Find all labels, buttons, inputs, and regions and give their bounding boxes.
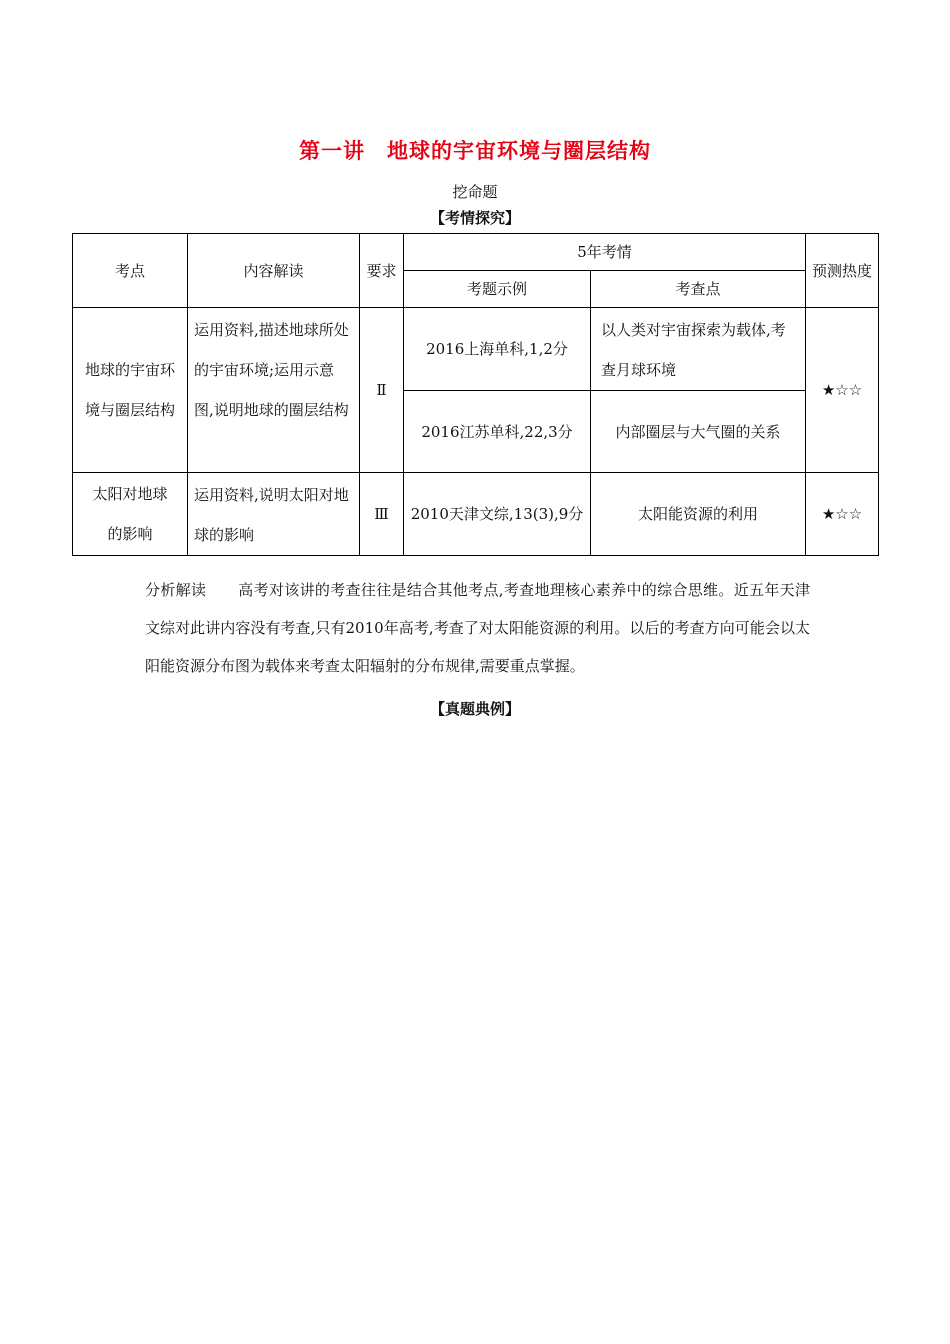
row1-point-1: 以人类对宇宙探索为载体,考查月球环境 <box>591 308 806 391</box>
row1-requirement: Ⅱ <box>360 308 404 473</box>
header-point: 考查点 <box>591 271 806 308</box>
exam-analysis-table <box>72 233 879 556</box>
header-example: 考题示例 <box>404 271 591 308</box>
row1-kaodian: 地球的宇宙环境与圈层结构 <box>73 308 188 473</box>
analysis-paragraph <box>145 571 810 685</box>
analysis-text: 高考对该讲的考查往往是结合其他考点,考查地理核心素养中的综合思维。近五年天津文综对此讲内容没有考查,只有2010年高考,考查了对太阳能资源的利用。以后的考查方向可能会以太阳能资源分布图为载体来考查太阳辐射的分布规律,需要重点掌握。 <box>145 581 810 675</box>
header-requirement: 要求 <box>360 234 404 308</box>
row1-point-2: 内部圈层与大气圈的关系 <box>591 391 806 473</box>
row2-requirement: Ⅲ <box>360 473 404 556</box>
row1-example-1: 2016上海单科,1,2分 <box>404 308 591 391</box>
header-content: 内容解读 <box>188 234 360 308</box>
header-heat: 预测热度 <box>806 234 879 308</box>
row2-heat: ★☆☆ <box>806 473 879 556</box>
page-title: 第一讲 地球的宇宙环境与圈层结构 <box>299 139 651 163</box>
row1-content: 运用资料,描述地球所处的宇宙环境;运用示意图,说明地球的圈层结构 <box>188 308 360 473</box>
header-kaodian: 考点 <box>73 234 188 308</box>
section-heading-mine: 挖命题 <box>452 183 498 201</box>
section-heading-exam-analysis: 【考情探究】 <box>429 209 520 227</box>
analysis-label: 分析解读 <box>145 581 207 599</box>
row2-content: 运用资料,说明太阳对地球的影响 <box>188 473 360 556</box>
section-heading-examples: 【真题典例】 <box>429 700 520 718</box>
row1-heat: ★☆☆ <box>806 308 879 473</box>
row1-example-2: 2016江苏单科,22,3分 <box>404 391 591 473</box>
row2-kaodian: 太阳对地球的影响 <box>73 473 188 556</box>
row2-example-1: 2010天津文综,13(3),9分 <box>404 473 591 556</box>
header-five-year: 5年考情 <box>404 234 806 271</box>
row2-point-1: 太阳能资源的利用 <box>591 473 806 556</box>
